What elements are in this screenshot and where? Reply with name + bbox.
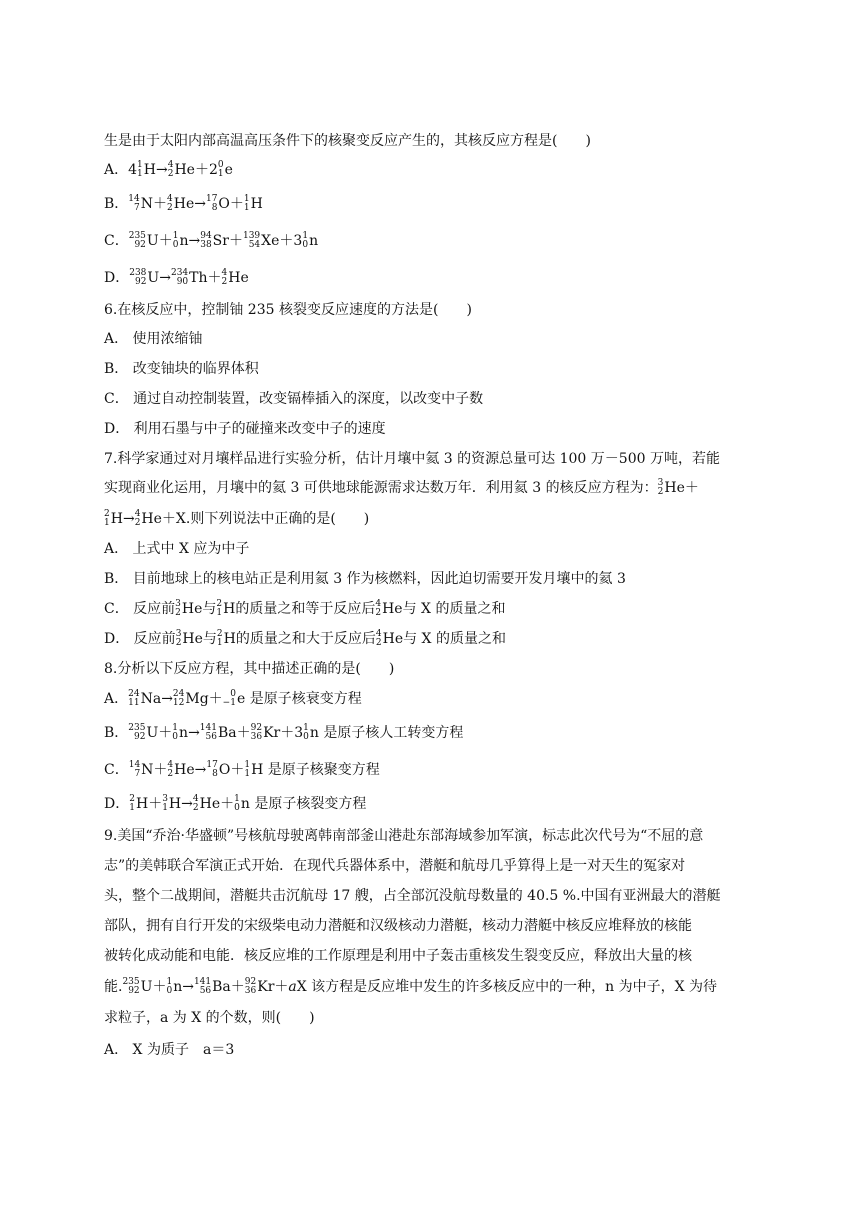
q8-option-d: D． 2 1 H＋ 3 1 H→ 4 2 He＋ 1 0 n 是原子核裂变方程 (104, 794, 367, 813)
q7-option-b: B． 目前地球上的核电站正是利用氦 3 作为核燃料，因此迫切需要开发月壤中的氦 3 (104, 571, 626, 587)
nuclide: 94 38 Sr (200, 231, 229, 250)
q7-option-c (104, 599, 505, 619)
q7-he3: 3 2 He (657, 478, 685, 497)
option-label: A． (104, 162, 129, 178)
option-label: D． (104, 270, 130, 286)
q9-line6-pre: 能. (104, 979, 123, 995)
q9-line4: 部队，拥有自行开发的宋级柴电动力潜艇和汉级核动力潜艇，核动力潜艇中核反应堆释放的核能 (104, 918, 692, 934)
q9-line5: 被转化成动能和电能．核反应堆的工作原理是利用中子轰击重核发生裂变反应，释放出大量的核 (104, 948, 692, 964)
operator: ＋2 (194, 162, 218, 178)
operator: ＋ (158, 233, 173, 249)
q7-line2-text: 实现商业化运用，月壤中的氦 3 可供地球能源需求达数万年．利用氦 3 的核反应方程为： (104, 480, 658, 496)
q7-line3-tail: ＋X.则下列说法中正确的是( ) (161, 511, 370, 527)
q7-stem-line3: 2 1 H→ 4 2 He＋X.则下列说法中正确的是( ) (104, 509, 370, 528)
q7-c-he4: 4 2 He (375, 599, 403, 618)
q8-option-a: A． 24 11 Na→ 24 12 Mg＋ 0 −1 e 是原子核衰变方程 (104, 689, 362, 708)
q8-b-desc: 是原子核人工转变方程 (323, 725, 464, 741)
q7-stem-line2: 实现商业化运用，月壤中的氦 3 可供地球能源需求达数万年．利用氦 3 的核反应方程为： 3 2 He＋ (104, 478, 699, 497)
q7-c-he3: 3 2 He (175, 599, 203, 618)
q5-option-a (104, 160, 233, 180)
q5-option-c (104, 231, 318, 251)
nuclide: 1 0 n (302, 231, 319, 250)
nuclide: 4 2 He (167, 194, 195, 213)
q8-option-c: C． 14 7 N＋ 4 2 He→ 17 8 O＋ 1 1 H 是原子核聚变方程 (104, 760, 380, 779)
q9-line3: 头，整个二战期间，潜艇共击沉航母 17 艘，占全部沉没航母数量的 40.5 %.中国有亚洲最大的潜艇 (104, 888, 721, 904)
operator: ＋ (228, 233, 243, 249)
q7-option-a: A． 上式中 X 应为中子 (104, 541, 250, 557)
nuclide: 4 2 He (221, 268, 249, 287)
nuclide: 238 92 U (129, 268, 160, 287)
q7-h2: 2 1 H (104, 509, 123, 528)
operator: → (159, 270, 171, 286)
nuclide: 14 7 N (128, 194, 153, 213)
q7-d-and: 与 (202, 631, 217, 647)
q6-option-b: B． 改变铀块的临界体积 (104, 361, 259, 377)
q7-c-end: 与 X 的质量之和 (402, 601, 506, 617)
nuclide: 4 2 He (167, 160, 195, 179)
q7-option-d (104, 629, 506, 649)
coefficient: 4 (128, 162, 138, 178)
q7-c-h2: 2 1 H (216, 599, 236, 618)
q6-option-d: D． 利用石墨与中子的碰撞来改变中子的速度 (104, 421, 386, 437)
operator: ＋ (229, 196, 244, 212)
nuclide: 1 1 H (243, 194, 263, 213)
q7-d-label: D． 反应前 (104, 631, 176, 647)
operator: → (156, 162, 168, 178)
operator: ＋3 (279, 233, 303, 249)
q9-line2: 志”的美韩联合军演正式开始．在现代兵器体系中，潜艇和航母几乎算得上是一对天生的冤家对 (104, 858, 686, 874)
nuclide: 235 92 U (128, 231, 159, 250)
nuclide: 1 1 H (137, 160, 156, 179)
q9-line7: 求粒子，a 为 X 的个数，则( ) (104, 1010, 315, 1026)
nuclide: 17 8 O (205, 194, 230, 213)
q7-d-end: 与 X 的质量之和 (403, 631, 506, 647)
q9-line6: 能. 235 92 U＋ 1 0 n→ 141 56 Ba＋ 92 36 Kr＋aX 该方程是反应堆中发生的许多核反应中的一种，n 为中子，X 为待 (104, 977, 718, 996)
q7-d-h2: 2 1 H (216, 629, 236, 648)
q8-option-b: B． 235 92 U＋ 1 0 n→ 141 56 Ba＋ 92 36 Kr＋3 1 0 n 是原子核人工转变方程 (104, 723, 464, 742)
q9-line6-tail: 该方程是反应堆中发生的许多核反应中的一种，n 为中子，X 为待 (311, 979, 718, 995)
operator: → (194, 196, 206, 212)
q7-c-and: 与 (202, 601, 217, 617)
q7-d-he3: 3 2 He (175, 629, 203, 648)
q9-line1: 9.美国“乔治·华盛顿”号核航母驶离韩南部釜山港赴东部海域参加军演，标志此次代号为“不屈的意 (104, 828, 704, 844)
nuclide: 1 0 n (172, 231, 189, 250)
q7-d-he4: 4 2 He (375, 629, 404, 648)
operator: ＋ (207, 270, 222, 286)
nuclide: 0 1 e (217, 160, 233, 179)
q5-option-d (104, 268, 249, 288)
q5-stem-tail: 生是由于太阳内部高温高压条件下的核聚变反应产生的，其核反应方程是( ) (104, 133, 591, 149)
operator: → (188, 233, 201, 249)
q6-option-c: C． 通过自动控制装置，改变镉棒插入的深度，以改变中子数 (104, 391, 484, 407)
q7-stem-line1: 7.科学家通过对月壤样品进行实验分析，估计月壤中氦 3 的资源总量可达 100 万－500 万吨，若能 (104, 451, 720, 467)
q7-c-label: C． 反应前 (104, 601, 176, 617)
q7-c-mid: 的质量之和等于反应后 (235, 601, 376, 617)
q5-option-b (104, 194, 263, 214)
nuclide: 139 54 Xe (242, 231, 280, 250)
q8-a-desc: 是原子核衰变方程 (249, 691, 362, 707)
option-label: C． (104, 233, 129, 249)
q8-c-desc: 是原子核聚变方程 (267, 762, 380, 778)
q8-d-desc: 是原子核裂变方程 (254, 796, 367, 812)
q9-option-a: A． X 为质子 a＝3 (104, 1042, 235, 1058)
q7-d-mid: 的质量之和大于反应后 (235, 631, 376, 647)
q6-option-a: A． 使用浓缩铀 (104, 331, 203, 347)
operator: ＋ (153, 196, 167, 212)
q8-stem: 8.分析以下反应方程，其中描述正确的是( ) (104, 661, 395, 677)
q7-he4: 4 2 He (134, 509, 162, 528)
q6-stem: 6.在核反应中，控制铀 235 核裂变反应速度的方法是( ) (104, 302, 472, 318)
nuclide: 234 90 Th (170, 268, 208, 287)
option-label: B． (104, 196, 129, 212)
